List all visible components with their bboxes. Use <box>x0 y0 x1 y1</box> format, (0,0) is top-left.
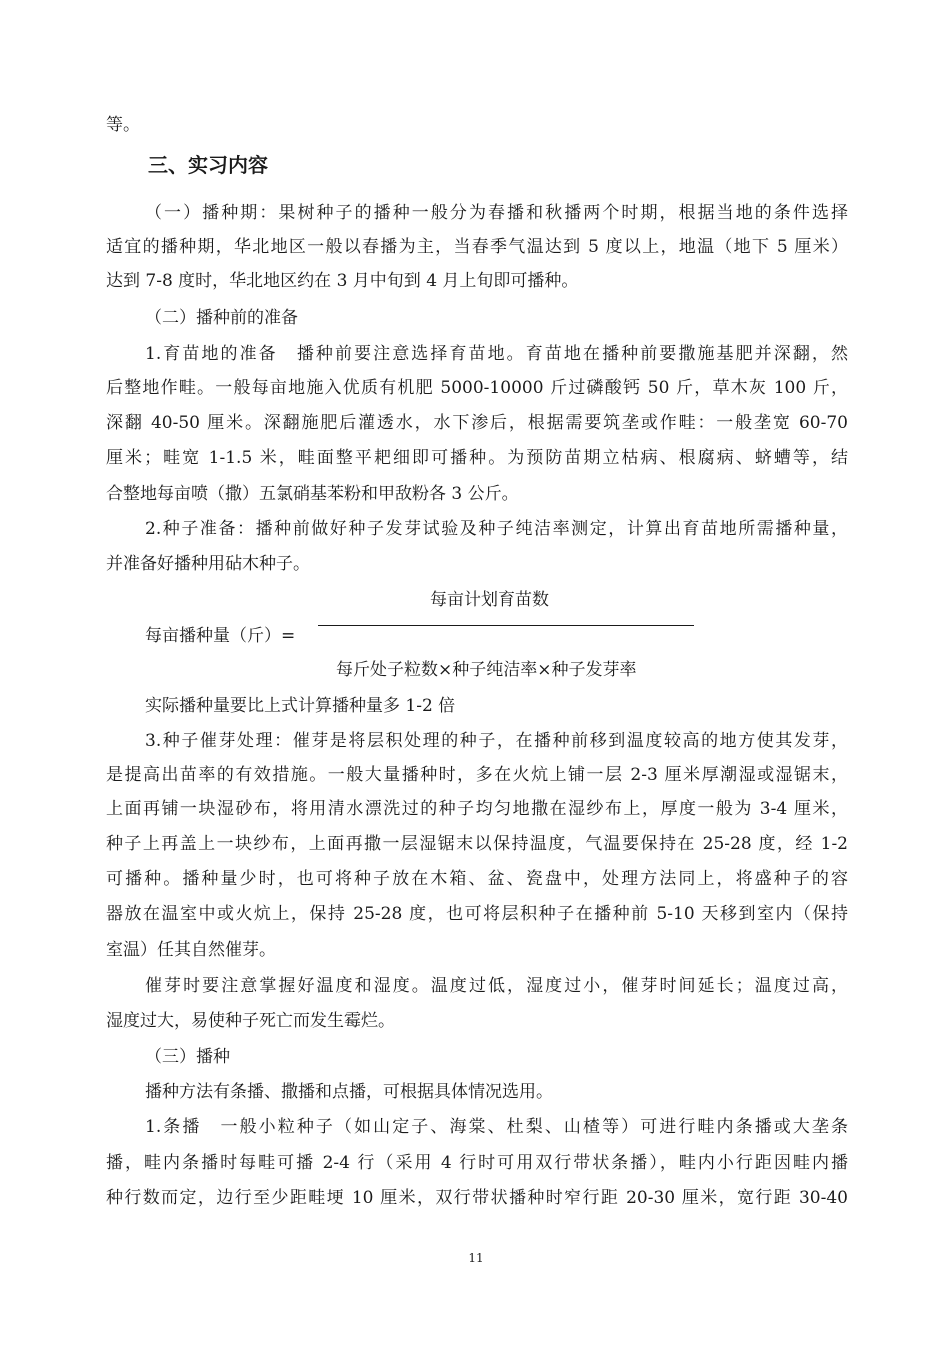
continuation-text: 等。 <box>106 115 140 135</box>
paragraph-line: 上面再铺一块湿砂布，将用清水漂洗过的种子均匀地撒在湿纱布上，厚度一般为 3-4 厘米， <box>106 799 848 819</box>
paragraph-line: 播种方法有条播、撒播和点播，可根据具体情况选用。 <box>145 1082 553 1102</box>
paragraph-line: 1.条播 一般小粒种子（如山定子、海棠、杜梨、山楂等）可进行畦内条播或大垄条 <box>145 1117 848 1137</box>
subsection-title: （二）播种前的准备 <box>145 308 298 328</box>
paragraph-line: 是提高出苗率的有效措施。一般大量播种时，多在火炕上铺一层 2-3 厘米厚潮湿或湿锯末， <box>106 765 848 785</box>
paragraph-line: 厘米；畦宽 1-1.5 米，畦面整平耙细即可播种。为预防苗期立枯病、根腐病、蛴螬等，结 <box>106 448 848 468</box>
paragraph-line: 1.育苗地的准备 播种前要注意选择育苗地。育苗地在播种前要撒施基肥并深翻，然 <box>145 344 848 364</box>
formula-denominator: 每斤处子粒数×种子纯洁率×种子发芽率 <box>336 660 637 680</box>
paragraph-line: 实际播种量要比上式计算播种量多 1-2 倍 <box>145 696 456 716</box>
paragraph-line: 催芽时要注意掌握好温度和湿度。温度过低，湿度过小，催芽时间延长；温度过高， <box>145 976 848 996</box>
paragraph-line: 并准备好播种用砧木种子。 <box>106 554 310 574</box>
subsection-title: （三）播种 <box>145 1047 230 1067</box>
paragraph-line: （一）播种期：果树种子的播种一般分为春播和秋播两个时期，根据当地的条件选择 <box>145 203 848 223</box>
paragraph-line: 种子上再盖上一块纱布，上面再撒一层湿锯末以保持温度，气温要保持在 25-28 度，经 1-2 <box>106 834 848 854</box>
paragraph-line: 后整地作畦。一般每亩地施入优质有机肥 5000-10000 斤过磷酸钙 50 斤，草木灰 100 斤， <box>106 378 848 398</box>
page-number: 11 <box>468 1251 484 1265</box>
section-heading: 三、实习内容 <box>148 153 268 177</box>
paragraph-line: 2.种子准备：播种前做好种子发芽试验及种子纯洁率测定，计算出育苗地所需播种量， <box>145 519 848 539</box>
paragraph-line: 3.种子催芽处理：催芽是将层积处理的种子，在播种前移到温度较高的地方使其发芽， <box>145 731 848 751</box>
paragraph-line: 器放在温室中或火炕上，保持 25-28 度，也可将层积种子在播种前 5-10 天移到室内（保持 <box>106 904 848 924</box>
paragraph-line: 播，畦内条播时每畦可播 2-4 行（采用 4 行时可用双行带状条播），畦内小行距因畦内播 <box>106 1153 848 1173</box>
formula-numerator: 每亩计划育苗数 <box>430 590 549 610</box>
formula-lhs: 每亩播种量（斤）= <box>145 626 296 646</box>
paragraph-line: 合整地每亩喷（撒）五氯硝基苯粉和甲敌粉各 3 公斤。 <box>106 484 519 504</box>
paragraph-line: 深翻 40-50 厘米。深翻施肥后灌透水，水下渗后，根据需要筑垄或作畦：一般垄宽 60-70 <box>106 413 848 433</box>
paragraph-line: 室温）任其自然催芽。 <box>106 940 276 960</box>
paragraph-line: 达到 7-8 度时，华北地区约在 3 月中旬到 4 月上旬即可播种。 <box>106 271 579 291</box>
paragraph-line: 湿度过大，易使种子死亡而发生霉烂。 <box>106 1011 395 1031</box>
paragraph-line: 可播种。播种量少时，也可将种子放在木箱、盆、瓷盘中，处理方法同上，将盛种子的容 <box>106 869 848 889</box>
paragraph-line: 种行数而定，边行至少距畦埂 10 厘米，双行带状播种时窄行距 20-30 厘米，宽行距 30-40 <box>106 1188 848 1208</box>
fraction-bar <box>318 625 694 626</box>
paragraph-line: 适宜的播种期，华北地区一般以春播为主，当春季气温达到 5 度以上，地温（地下 5 厘米） <box>106 237 848 257</box>
